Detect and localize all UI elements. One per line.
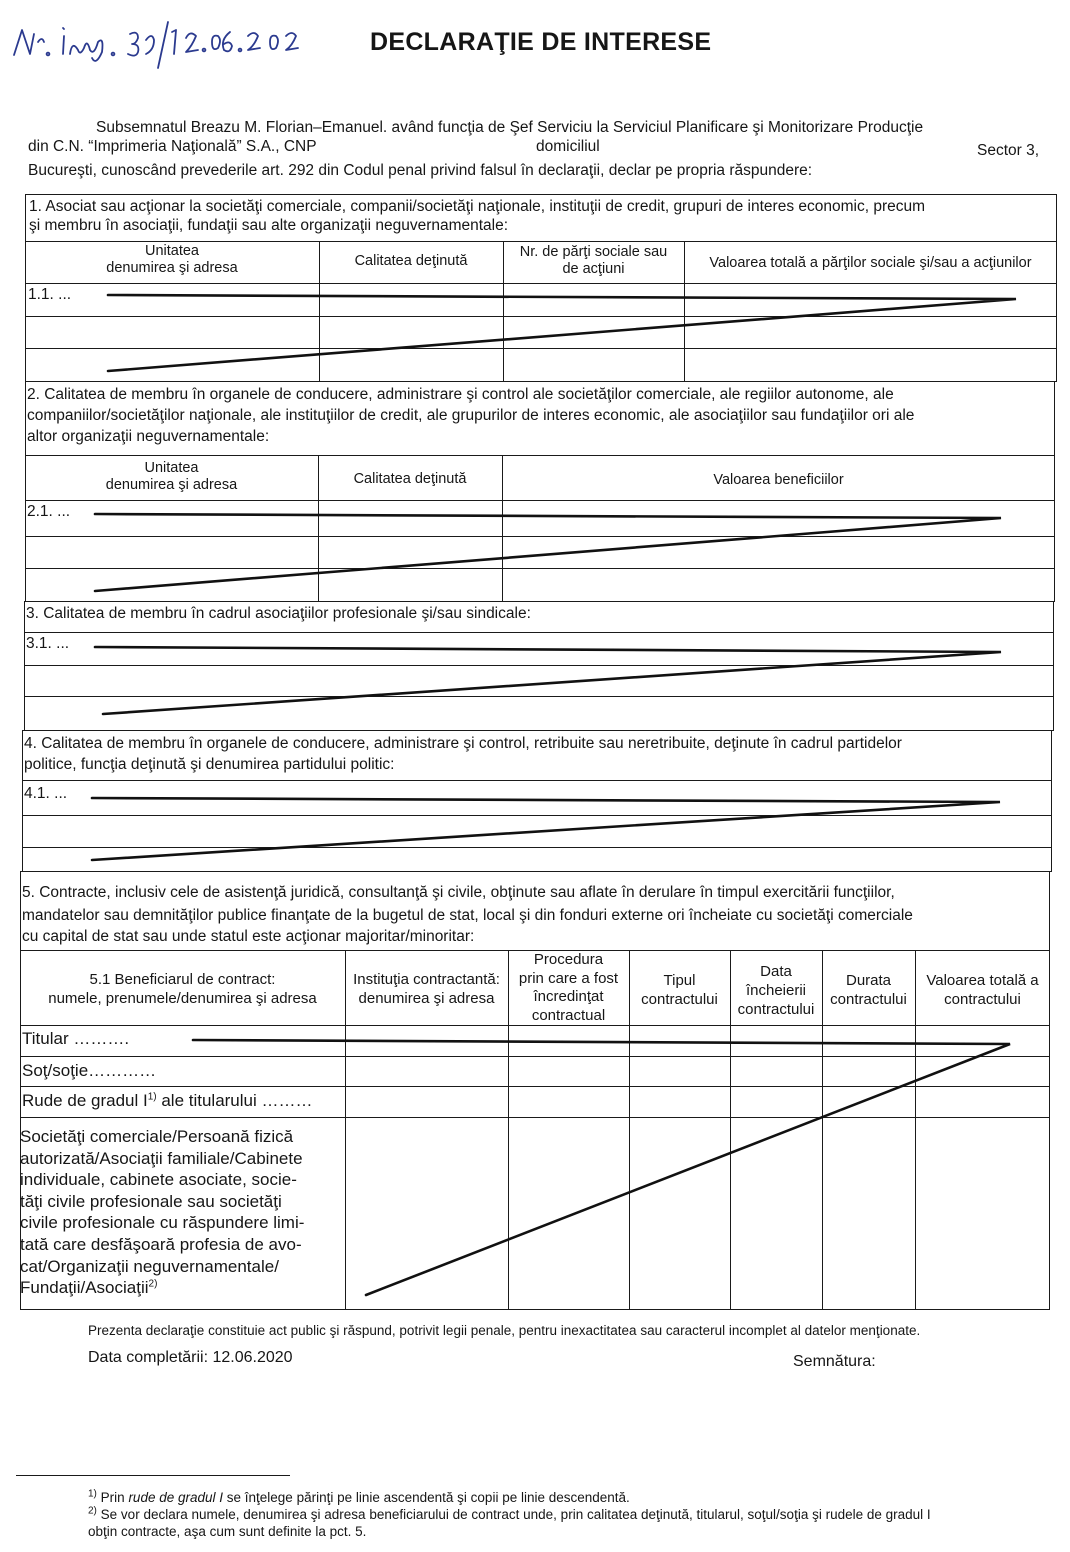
s5-col-date-l1: Data	[760, 963, 792, 980]
s1-col-shares-l1: Nr. de părţi sociale sau	[519, 244, 668, 260]
s5-row-relatives-text: Rude de gradul I	[22, 1091, 148, 1110]
footnote-2-line-1	[88, 1506, 931, 1523]
section-1-heading-1: 1. Asociat sau acţionar la societăţi comerciale, companii/societăţi naţionale, instituţii de credit, grupuri de interes economic, precum	[29, 198, 926, 215]
section-2-heading-1: 2. Calitatea de membru în organele de conducere, administrare şi control ale societăţilor comerciale, ale regiilor autonome, ale	[27, 386, 894, 403]
footnote-1-text-a: Prin	[100, 1490, 129, 1505]
section-2-heading-2: companiilor/societăţilor naţionale, ale instituţiilor de credit, ale grupurilor de interes economic, ale asociaţiilor sau fundaţiilor ori ale	[27, 407, 915, 424]
s5-col-beneficiary-l2: numele, prenumele/denumirea şi adresa	[48, 990, 317, 1007]
s5-col-duration-l1: Durata	[845, 972, 892, 989]
s5-col-type-l1: Tipul	[663, 972, 696, 989]
footnote-1-mark: 1)	[88, 1488, 97, 1500]
s5-row-titular: Titular ……….	[22, 1029, 130, 1048]
section-4-heading-2: politice, funcţia deţinută şi denumirea partidului politic:	[24, 756, 395, 773]
s1-col-value: Valoarea totală a părţilor sociale şi/sau a acţiunilor	[709, 255, 1032, 271]
section-1-heading-2: şi membru în asociaţii, fundaţii sau alte organizaţii neguvernamentale:	[29, 217, 509, 234]
s5-col-institution-l2: denumirea şi adresa	[358, 990, 495, 1007]
section-5-heading-2: mandatelor sau demnităţilor publice finanţate de la bugetul de stat, local şi din fonduri externe ori încheiate cu societăţi comerciale	[22, 907, 913, 924]
s2-col-unit-l2: denumirea şi adresa	[105, 477, 238, 493]
section-3-heading: 3. Calitatea de membru în cadrul asociaţiilor profesionale şi/sau sindicale:	[26, 605, 531, 622]
intro-line-2c: Sector 3,	[977, 142, 1040, 159]
s5-col-beneficiary-l1: 5.1 Beneficiarul de contract:	[89, 971, 276, 988]
s3-row-1: 3.1. ...	[26, 635, 70, 652]
s1-z-stroke	[108, 295, 1016, 371]
s5-col-value-l2: contractului	[944, 991, 1021, 1008]
s3-z-stroke	[95, 647, 1001, 714]
s5-row-companies-l6: tată care desfăşoară profesia de avo-	[20, 1234, 302, 1254]
s5-row-companies-l2: autorizată/Asociaţii familiale/Cabinete	[20, 1148, 303, 1168]
statement-text: Prezenta declaraţie constituie act public şi răspund, potrivit legii penale, pentru inexactitatea sau caracterul incomplet al datelor menţionate.	[88, 1323, 921, 1338]
s1-row-1: 1.1. ...	[28, 286, 72, 303]
intro-line-2b: domiciliul	[536, 138, 600, 155]
section-5-heading-1: 5. Contracte, inclusiv cele de asistenţă juridică, consultanţă şi civile, obţinute sau aflate în derulare în timpul exercitării funcţiilor,	[22, 884, 895, 901]
s5-col-procedure-l3: încredinţat	[533, 988, 604, 1005]
footnote-1	[88, 1489, 630, 1506]
footnote-1-term: rude de gradul I	[128, 1490, 224, 1505]
s1-col-shares-l2: de acţiuni	[562, 261, 625, 277]
footnote-2-line-2: obţin contracte, aşa cum sunt definite la pct. 5.	[88, 1524, 367, 1539]
s2-col-quality: Calitatea deţinută	[353, 471, 467, 487]
s2-col-benefits: Valoarea beneficiilor	[713, 472, 844, 488]
s1-col-unit-l2: denumirea şi adresa	[106, 260, 238, 276]
section-2-heading-3: altor organizaţii neguvernamentale:	[27, 428, 270, 445]
footnote-separator	[16, 1475, 290, 1476]
s5-col-value-l1: Valoarea totală a	[926, 972, 1039, 989]
s5-row-companies-l5: civile profesionale cu răspundere limi-	[20, 1213, 305, 1233]
s1-col-unit-l1: Unitatea	[144, 243, 199, 259]
s2-z-stroke	[95, 514, 1001, 591]
s5-z-stroke	[193, 1040, 1010, 1295]
document-title: DECLARAŢIE DE INTERESE	[370, 28, 712, 56]
intro-line-1: Subsemnatul Breazu M. Florian–Emanuel. având funcţia de Şef Serviciu la Serviciul Planificare şi Monitorizare Producţie	[96, 119, 924, 136]
intro-line-2a: din C.N. “Imprimeria Naţională” S.A., CNP	[28, 138, 317, 155]
intro-line-3: Bucureşti, cunoscând prevederile art. 292 din Codul penal privind falsul în declaraţii, declar pe propria răspundere:	[28, 162, 813, 179]
s4-z-stroke	[92, 798, 1000, 860]
s5-col-procedure-l1: Procedura	[533, 951, 604, 968]
footnote-2-text-1: Se vor declara numele, denumirea şi adresa beneficiarului de contract unde, prin calitatea deţinută, titularul, soţul/soţia şi rudele de gradul I	[100, 1507, 931, 1522]
s5-col-procedure-l4: contractual	[531, 1006, 606, 1024]
footnote-ref-2: 2)	[148, 1278, 158, 1290]
s5-row-companies-l3: individuale, cabinete asociate, socie-	[20, 1170, 297, 1190]
s2-row-1: 2.1. ...	[27, 503, 71, 520]
s5-row-companies-l7: cat/Organizaţii neguvernamentale/	[20, 1256, 279, 1276]
completion-date: Data completării: 12.06.2020	[88, 1349, 293, 1366]
s5-col-procedure-l2: prin care a fost	[518, 969, 619, 987]
footnote-ref-1: 1)	[147, 1091, 157, 1103]
s5-row-companies-l8: Fundaţii/Asociaţii	[20, 1278, 149, 1298]
s5-col-institution-l1: Instituţia contractantă:	[353, 971, 500, 988]
s5-col-type-l2: contractului	[641, 991, 718, 1008]
section-4-heading-1: 4. Calitatea de membru în organele de conducere, administrare şi control, retribuite sau neretribuite, deţinute în cadrul partidelor	[24, 735, 902, 752]
s5-row-companies-l1: Societăţi comerciale/Persoană fizică	[20, 1127, 294, 1146]
signature-label: Semnătura:	[793, 1353, 876, 1370]
s2-col-unit-l1: Unitatea	[144, 460, 199, 476]
s5-col-date-l3: contractului	[737, 1001, 815, 1018]
footnote-1-text-b: se înţelege părinţi pe linie ascendentă şi copii pe linie descendentă.	[223, 1490, 630, 1505]
s1-col-quality: Calitatea deţinută	[354, 253, 468, 269]
s5-col-duration-l2: contractului	[830, 991, 907, 1008]
s4-row-1: 4.1. ...	[24, 785, 68, 802]
section-5-heading-3: cu capital de stat sau unde statul este acţionar majoritar/minoritar:	[22, 928, 475, 945]
footnote-2-mark: 2)	[88, 1505, 97, 1517]
s5-col-date-l2: încheierii	[745, 982, 807, 999]
s5-row-spouse: Soţ/soţie…………	[22, 1061, 157, 1080]
s5-row-companies-l4: tăţi civile profesionale sau societăţi	[20, 1191, 282, 1211]
s5-row-relatives-tail: ale titularului ………	[156, 1091, 313, 1110]
